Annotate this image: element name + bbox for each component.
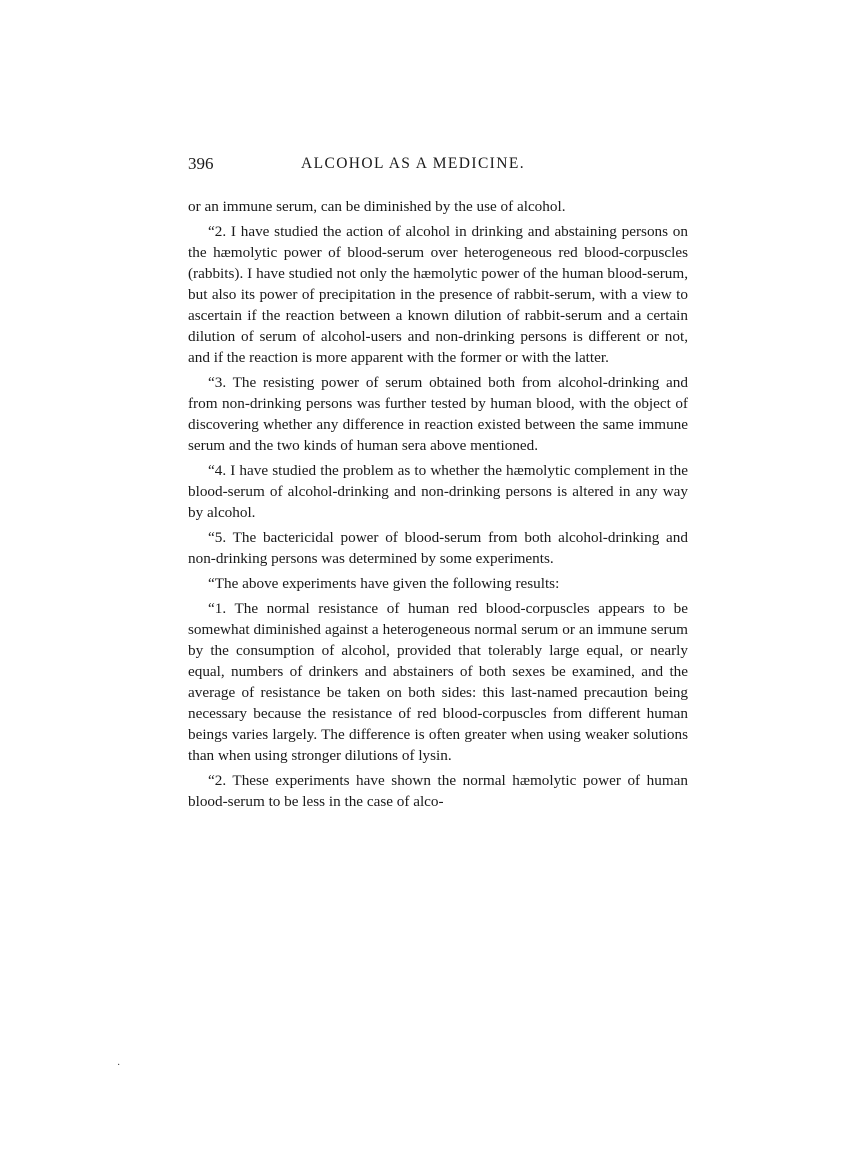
paragraph-item-2: “2. I have studied the action of alcohol in drinking and abstaining persons on the hæmolytic power of blood-serum over heterogeneous red blood-corpuscles (rabbits). I have studied not only the hæmolytic power of the human blood-serum, but also its power of precipitation in the presence of rabbit-serum, with a view to ascertain if the reaction between a known dilution of rabbit-serum and a certain dilution of serum of alcohol-users and non-drinking persons is different or not, and if the reaction is more apparent with the former or with the latter. [188,223,688,366]
running-title: ALCOHOL AS A MEDICINE. [301,155,525,172]
paragraph-results-intro: “The above experiments have given the following results: [208,575,560,592]
page-number: 396 [188,154,214,173]
paragraph-continuation: or an immune serum, can be diminished by the use of alcohol. [188,198,566,215]
paragraph-item-5: “5. The bactericidal power of blood-serum from both alcohol-drinking and non-drinking persons was determined by some experiments. [188,529,688,567]
paragraph-item-3: “3. The resisting power of serum obtained both from alcohol-drinking and from non-drinking persons was further tested by human blood, with the object of discovering whether any difference in reaction existed between the same immune serum and the two kinds of human sera above mentioned. [188,374,688,454]
paragraph-item-4: “4. I have studied the problem as to whether the hæmolytic complement in the blood-serum of alcohol-drinking and non-drinking persons is altered in any way by alcohol. [188,462,688,521]
paragraph-result-1: “1. The normal resistance of human red blood-corpuscles appears to be somewhat diminished against a heterogeneous normal serum or an immune serum by the consumption of alcohol, provided that tolerably large equal, or nearly equal, numbers of drinkers and abstainers of both sexes be examined, and the average of resistance be taken on both sides: this last-named precaution being necessary because the resistance of red blood-corpuscles from different human beings varies largely. The difference is often greater when using weaker solutions than when using stronger dilutions of lysin. [188,600,688,764]
page-header [188,152,688,176]
text-body [188,196,688,816]
paragraph-result-2: “2. These experiments have shown the normal hæmolytic power of human blood-serum to be less in the case of alco- [188,772,688,810]
stray-mark: · [117,1060,121,1071]
